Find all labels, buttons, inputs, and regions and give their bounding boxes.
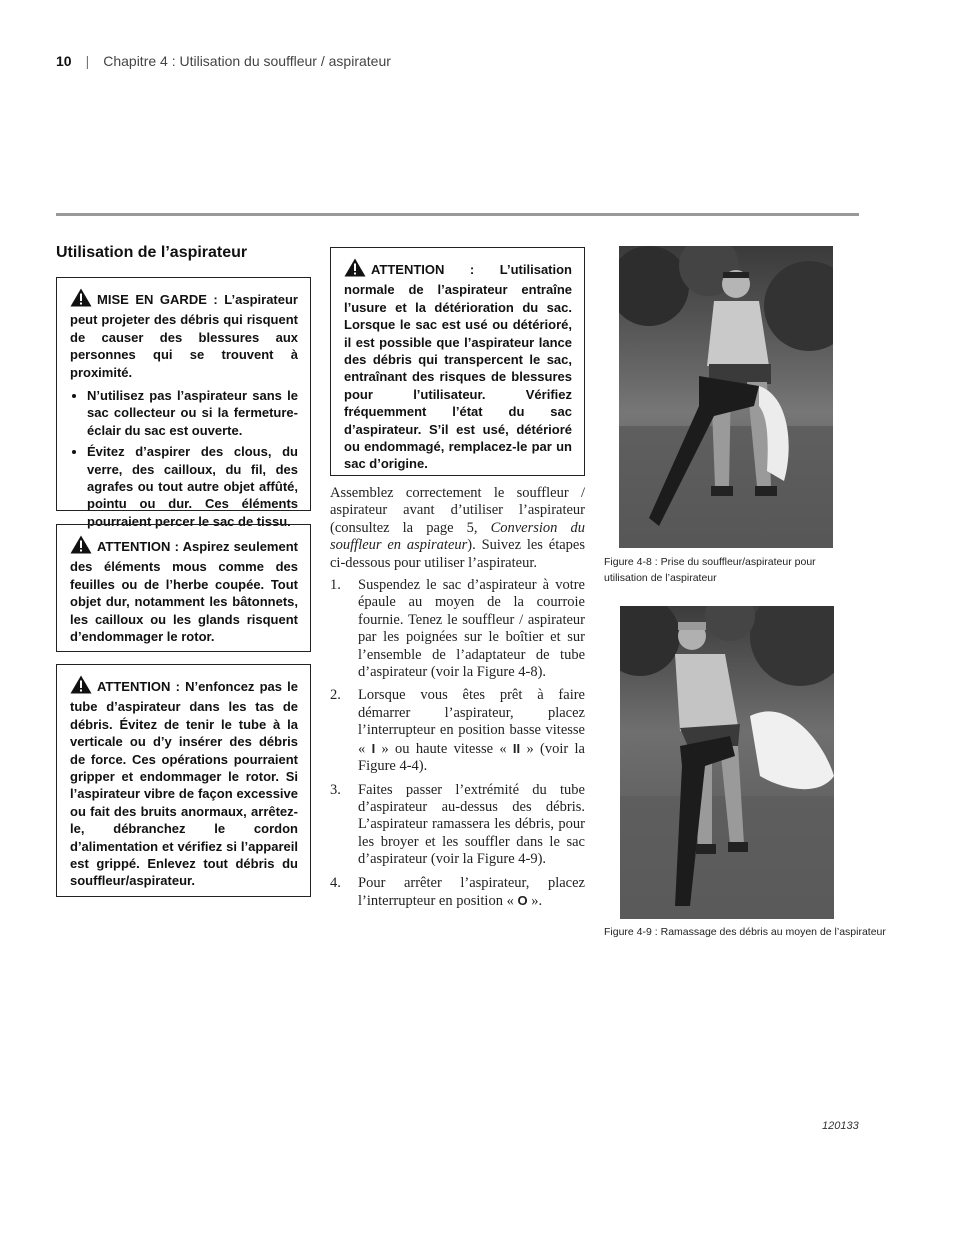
section-title: Utilisation de l’aspirateur xyxy=(56,244,248,261)
figure-4-9-caption: Figure 4-9 : Ramassage des débris au moyen de l’aspirateur xyxy=(604,926,886,938)
step-text: Lorsque vous êtes prêt à faire démarrer l’aspirateur, placez l’interrupteur en position basse vitesse « I » ou haute vitesse « II » (voir la Figure 4-4). xyxy=(358,687,585,775)
warning-text: MISE EN GARDE : L’aspirateur peut projeter des débris qui risquent de causer des blessures aux personnes qui se trouvent à proximité. xyxy=(70,292,298,380)
warning-bullet-item: • Évitez d’aspirer des clous, du verre, des cailloux, du fil, des agrafes ou tout autre objet affûté, pointu ou dur. Ces éléments pourraient percer le sac de tissu. xyxy=(87,443,298,530)
switch-symbol: II xyxy=(512,740,521,756)
step-item xyxy=(330,875,585,911)
header-separator: | xyxy=(85,53,90,69)
step-number: 4. xyxy=(330,874,341,891)
section-divider xyxy=(56,213,859,216)
reference-link: Conversion du souffleur en aspirateur xyxy=(330,519,586,554)
switch-symbol: I xyxy=(371,740,376,756)
warning-triangle-icon xyxy=(70,288,92,311)
figure-4-8-photo xyxy=(619,246,833,548)
figure-4-8-caption: Figure 4-8 : Prise du souffleur/aspirateur pour utilisation de l’aspirateur xyxy=(604,556,816,584)
figure-4-9-photo xyxy=(620,606,834,919)
warning-text: ATTENTION : N’enfoncez pas le tube d’aspirateur dans les tas de débris. Évitez de tenir le tube à la verticale ou d’y insérer des débris de force. Ces opérations pourraient gripper et endommager le rotor. Si l’aspirateur vibre de façon excessive ou fait des bruits anormaux, arrêtez-le, débranchez le cordon d’alimentation et vérifiez si l’appareil est grippé. Enlevez tout débris du souffleur/aspirateur. xyxy=(70,679,298,889)
warning-triangle-icon xyxy=(344,258,366,281)
chapter-title: Chapitre 4 : Utilisation du souffleur / aspirateur xyxy=(103,53,391,69)
document-id: 120133 xyxy=(822,1120,859,1132)
page-header xyxy=(56,53,391,69)
warning-box-attention-3 xyxy=(330,247,585,476)
step-number: 3. xyxy=(330,781,341,798)
instructions-body xyxy=(330,485,585,916)
steps-list xyxy=(330,577,585,910)
warning-bullet-list xyxy=(70,387,298,530)
step-item xyxy=(330,577,585,681)
intro-paragraph: Assemblez correctement le souffleur / aspirateur avant d’utiliser l’aspirateur (consultez la page 5, Conversion du souffleur en aspirateur). Suivez les étapes ci-dessous pour utiliser l’aspirateur. xyxy=(330,485,586,571)
warning-text: ATTENTION : Aspirez seulement des éléments mous comme des feuilles ou de l’herbe coupée. Tout objet dur, notamment les bâtonnets, les cailloux ou les glands risquent d’endommager le rotor. xyxy=(70,539,298,645)
step-text: Pour arrêter l’aspirateur, placez l’interrupteur en position « O ». xyxy=(358,874,585,909)
step-number: 2. xyxy=(330,687,341,704)
step-item xyxy=(330,782,585,869)
step-text: Faites passer l’extrémité du tube d’aspirateur au-dessus des débris. L’aspirateur ramassera les débris, pour les broyer et les souffler dans le sac d’aspirateur (voir la Figure 4-9). xyxy=(358,781,585,868)
page-number: 10 xyxy=(56,53,72,69)
step-text: Suspendez le sac d’aspirateur à votre épaule au moyen de la courroie fournie. Tenez le souffleur / aspirateur par les poignées sur le boîtier et sur l’ensemble de l’adaptateur de tube d’aspirateur (voir la Figure 4-8). xyxy=(358,577,585,681)
switch-symbol: O xyxy=(517,892,528,908)
step-number: 1. xyxy=(330,577,341,594)
warning-box-attention-1 xyxy=(56,524,311,652)
warning-box-attention-2 xyxy=(56,664,311,897)
warning-text: ATTENTION : L’utilisation normale de l’aspirateur entraîne l’usure et la détérioration du sac. Lorsque le sac est usé ou détérioré, il est possible que l’aspirateur lance des débris qui transpercent le sac, entraînant des risques de blessures pour l’utilisateur. Vérifiez fréquemment l’état du sac d’aspirateur. S’il est usé, détérioré ou endommagé, remplacez-le par un sac d’origine. xyxy=(344,262,572,472)
warning-box-mise-en-garde xyxy=(56,277,311,529)
warning-triangle-icon xyxy=(70,675,92,698)
warning-triangle-icon xyxy=(70,535,92,558)
warning-bullet-item: • N’utilisez pas l’aspirateur sans le sac collecteur ou si la fermeture-éclair du sac est ouverte. xyxy=(87,387,298,439)
step-item xyxy=(330,687,585,775)
